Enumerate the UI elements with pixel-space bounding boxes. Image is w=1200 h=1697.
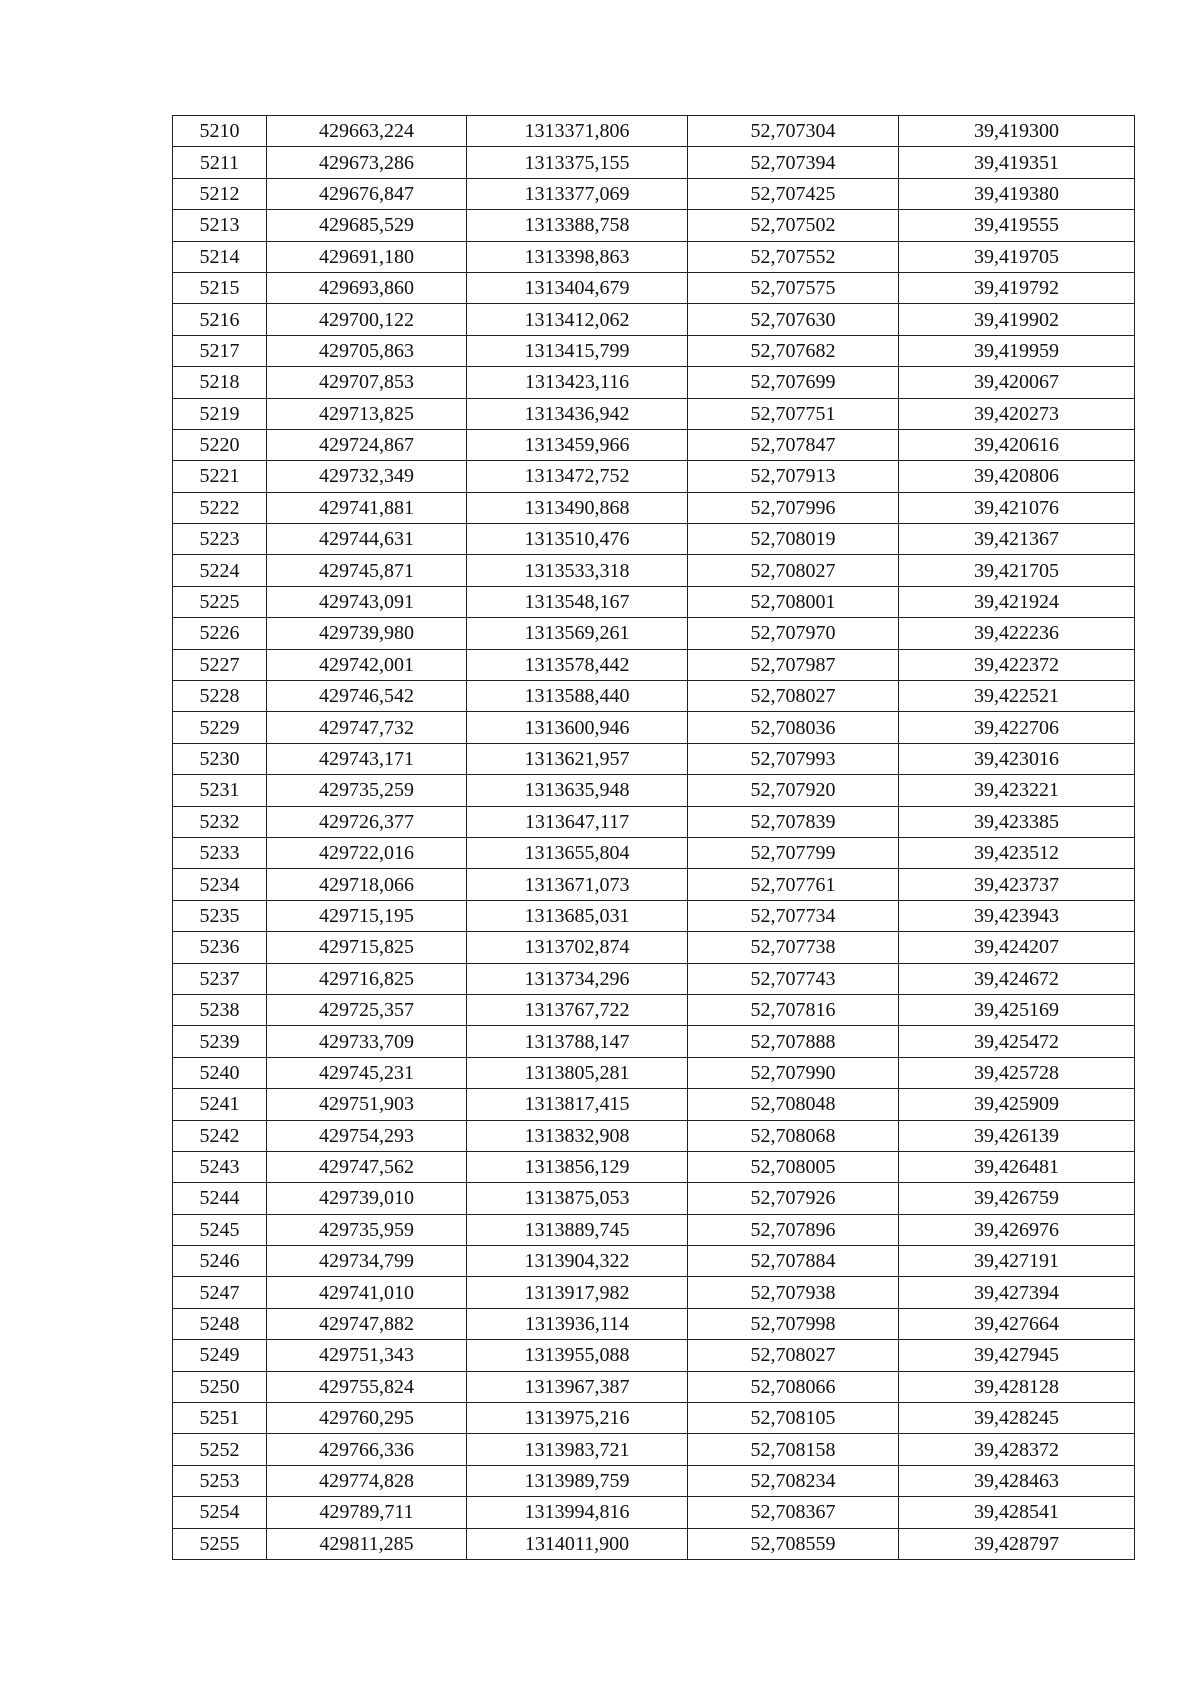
point-number-cell: 5238 [173, 994, 267, 1025]
point-number-cell: 5246 [173, 1246, 267, 1277]
x-coordinate-cell: 429744,631 [267, 524, 467, 555]
latitude-cell: 52,707993 [688, 743, 899, 774]
y-coordinate-cell: 1313904,322 [467, 1246, 688, 1277]
longitude-cell: 39,426139 [899, 1120, 1135, 1151]
coordinates-table [172, 115, 1135, 1560]
table-row [173, 147, 1135, 178]
x-coordinate-cell: 429743,091 [267, 586, 467, 617]
point-number-cell: 5225 [173, 586, 267, 617]
latitude-cell: 52,707751 [688, 398, 899, 429]
point-number-cell: 5241 [173, 1089, 267, 1120]
latitude-cell: 52,708027 [688, 555, 899, 586]
longitude-cell: 39,422706 [899, 712, 1135, 743]
latitude-cell: 52,707799 [688, 837, 899, 868]
point-number-cell: 5254 [173, 1497, 267, 1528]
x-coordinate-cell: 429741,881 [267, 492, 467, 523]
latitude-cell: 52,707998 [688, 1308, 899, 1339]
y-coordinate-cell: 1313936,114 [467, 1308, 688, 1339]
latitude-cell: 52,707888 [688, 1026, 899, 1057]
x-coordinate-cell: 429811,285 [267, 1528, 467, 1559]
x-coordinate-cell: 429725,357 [267, 994, 467, 1025]
x-coordinate-cell: 429741,010 [267, 1277, 467, 1308]
longitude-cell: 39,426759 [899, 1183, 1135, 1214]
point-number-cell: 5247 [173, 1277, 267, 1308]
y-coordinate-cell: 1313647,117 [467, 806, 688, 837]
latitude-cell: 52,707738 [688, 932, 899, 963]
x-coordinate-cell: 429742,001 [267, 649, 467, 680]
longitude-cell: 39,421924 [899, 586, 1135, 617]
latitude-cell: 52,708048 [688, 1089, 899, 1120]
latitude-cell: 52,707884 [688, 1246, 899, 1277]
latitude-cell: 52,707761 [688, 869, 899, 900]
point-number-cell: 5231 [173, 775, 267, 806]
x-coordinate-cell: 429685,529 [267, 210, 467, 241]
longitude-cell: 39,421076 [899, 492, 1135, 523]
longitude-cell: 39,421705 [899, 555, 1135, 586]
point-number-cell: 5219 [173, 398, 267, 429]
x-coordinate-cell: 429747,732 [267, 712, 467, 743]
longitude-cell: 39,428128 [899, 1371, 1135, 1402]
latitude-cell: 52,707913 [688, 461, 899, 492]
table-row [173, 586, 1135, 617]
latitude-cell: 52,708068 [688, 1120, 899, 1151]
point-number-cell: 5213 [173, 210, 267, 241]
latitude-cell: 52,707630 [688, 304, 899, 335]
x-coordinate-cell: 429739,010 [267, 1183, 467, 1214]
point-number-cell: 5252 [173, 1434, 267, 1465]
y-coordinate-cell: 1313983,721 [467, 1434, 688, 1465]
longitude-cell: 39,419792 [899, 272, 1135, 303]
longitude-cell: 39,425728 [899, 1057, 1135, 1088]
x-coordinate-cell: 429700,122 [267, 304, 467, 335]
table-row [173, 932, 1135, 963]
longitude-cell: 39,422372 [899, 649, 1135, 680]
point-number-cell: 5223 [173, 524, 267, 555]
table-row [173, 398, 1135, 429]
point-number-cell: 5243 [173, 1151, 267, 1182]
longitude-cell: 39,420273 [899, 398, 1135, 429]
latitude-cell: 52,708019 [688, 524, 899, 555]
table-row [173, 1340, 1135, 1371]
y-coordinate-cell: 1313490,868 [467, 492, 688, 523]
y-coordinate-cell: 1313510,476 [467, 524, 688, 555]
point-number-cell: 5215 [173, 272, 267, 303]
table-row [173, 775, 1135, 806]
latitude-cell: 52,708559 [688, 1528, 899, 1559]
y-coordinate-cell: 1313967,387 [467, 1371, 688, 1402]
point-number-cell: 5248 [173, 1308, 267, 1339]
y-coordinate-cell: 1313371,806 [467, 116, 688, 147]
x-coordinate-cell: 429754,293 [267, 1120, 467, 1151]
longitude-cell: 39,427664 [899, 1308, 1135, 1339]
table-row [173, 210, 1135, 241]
table-row [173, 1528, 1135, 1559]
longitude-cell: 39,423737 [899, 869, 1135, 900]
y-coordinate-cell: 1313734,296 [467, 963, 688, 994]
x-coordinate-cell: 429739,980 [267, 618, 467, 649]
point-number-cell: 5221 [173, 461, 267, 492]
longitude-cell: 39,420616 [899, 429, 1135, 460]
y-coordinate-cell: 1313671,073 [467, 869, 688, 900]
point-number-cell: 5216 [173, 304, 267, 335]
x-coordinate-cell: 429747,562 [267, 1151, 467, 1182]
point-number-cell: 5251 [173, 1403, 267, 1434]
table-row [173, 837, 1135, 868]
longitude-cell: 39,419300 [899, 116, 1135, 147]
x-coordinate-cell: 429722,016 [267, 837, 467, 868]
x-coordinate-cell: 429743,171 [267, 743, 467, 774]
x-coordinate-cell: 429755,824 [267, 1371, 467, 1402]
longitude-cell: 39,428797 [899, 1528, 1135, 1559]
table-row [173, 429, 1135, 460]
longitude-cell: 39,422236 [899, 618, 1135, 649]
x-coordinate-cell: 429693,860 [267, 272, 467, 303]
longitude-cell: 39,419351 [899, 147, 1135, 178]
latitude-cell: 52,707970 [688, 618, 899, 649]
latitude-cell: 52,707304 [688, 116, 899, 147]
longitude-cell: 39,419902 [899, 304, 1135, 335]
point-number-cell: 5220 [173, 429, 267, 460]
y-coordinate-cell: 1313994,816 [467, 1497, 688, 1528]
x-coordinate-cell: 429766,336 [267, 1434, 467, 1465]
point-number-cell: 5245 [173, 1214, 267, 1245]
y-coordinate-cell: 1313459,966 [467, 429, 688, 460]
x-coordinate-cell: 429716,825 [267, 963, 467, 994]
latitude-cell: 52,707996 [688, 492, 899, 523]
table-row [173, 649, 1135, 680]
table-row [173, 524, 1135, 555]
y-coordinate-cell: 1313975,216 [467, 1403, 688, 1434]
y-coordinate-cell: 1313472,752 [467, 461, 688, 492]
point-number-cell: 5255 [173, 1528, 267, 1559]
latitude-cell: 52,707839 [688, 806, 899, 837]
y-coordinate-cell: 1313375,155 [467, 147, 688, 178]
longitude-cell: 39,425909 [899, 1089, 1135, 1120]
latitude-cell: 52,707575 [688, 272, 899, 303]
table-row [173, 869, 1135, 900]
table-row [173, 618, 1135, 649]
longitude-cell: 39,424672 [899, 963, 1135, 994]
latitude-cell: 52,708066 [688, 1371, 899, 1402]
table-row [173, 1246, 1135, 1277]
table-row [173, 272, 1135, 303]
latitude-cell: 52,708027 [688, 1340, 899, 1371]
x-coordinate-cell: 429705,863 [267, 335, 467, 366]
latitude-cell: 52,708005 [688, 1151, 899, 1182]
x-coordinate-cell: 429713,825 [267, 398, 467, 429]
y-coordinate-cell: 1313377,069 [467, 178, 688, 209]
table-row [173, 994, 1135, 1025]
table-row [173, 1403, 1135, 1434]
point-number-cell: 5250 [173, 1371, 267, 1402]
latitude-cell: 52,707896 [688, 1214, 899, 1245]
x-coordinate-cell: 429735,259 [267, 775, 467, 806]
longitude-cell: 39,425169 [899, 994, 1135, 1025]
latitude-cell: 52,707920 [688, 775, 899, 806]
point-number-cell: 5229 [173, 712, 267, 743]
latitude-cell: 52,708027 [688, 681, 899, 712]
y-coordinate-cell: 1313548,167 [467, 586, 688, 617]
table-row [173, 1089, 1135, 1120]
x-coordinate-cell: 429726,377 [267, 806, 467, 837]
x-coordinate-cell: 429751,903 [267, 1089, 467, 1120]
y-coordinate-cell: 1313600,946 [467, 712, 688, 743]
table-row [173, 304, 1135, 335]
latitude-cell: 52,707743 [688, 963, 899, 994]
x-coordinate-cell: 429663,224 [267, 116, 467, 147]
latitude-cell: 52,707847 [688, 429, 899, 460]
table-row [173, 681, 1135, 712]
table-row [173, 1183, 1135, 1214]
x-coordinate-cell: 429745,231 [267, 1057, 467, 1088]
latitude-cell: 52,707938 [688, 1277, 899, 1308]
longitude-cell: 39,423221 [899, 775, 1135, 806]
y-coordinate-cell: 1313398,863 [467, 241, 688, 272]
point-number-cell: 5222 [173, 492, 267, 523]
table-row [173, 712, 1135, 743]
x-coordinate-cell: 429735,959 [267, 1214, 467, 1245]
latitude-cell: 52,708367 [688, 1497, 899, 1528]
latitude-cell: 52,707816 [688, 994, 899, 1025]
table-row [173, 1120, 1135, 1151]
table-row [173, 116, 1135, 147]
y-coordinate-cell: 1313635,948 [467, 775, 688, 806]
x-coordinate-cell: 429734,799 [267, 1246, 467, 1277]
longitude-cell: 39,427394 [899, 1277, 1135, 1308]
longitude-cell: 39,419959 [899, 335, 1135, 366]
latitude-cell: 52,707552 [688, 241, 899, 272]
y-coordinate-cell: 1313805,281 [467, 1057, 688, 1088]
longitude-cell: 39,425472 [899, 1026, 1135, 1057]
table-row [173, 555, 1135, 586]
latitude-cell: 52,708001 [688, 586, 899, 617]
table-row [173, 1277, 1135, 1308]
latitude-cell: 52,707734 [688, 900, 899, 931]
point-number-cell: 5226 [173, 618, 267, 649]
y-coordinate-cell: 1313832,908 [467, 1120, 688, 1151]
coordinates-table-body [173, 116, 1135, 1560]
table-row [173, 492, 1135, 523]
latitude-cell: 52,707926 [688, 1183, 899, 1214]
point-number-cell: 5214 [173, 241, 267, 272]
table-row [173, 963, 1135, 994]
longitude-cell: 39,423016 [899, 743, 1135, 774]
y-coordinate-cell: 1313702,874 [467, 932, 688, 963]
point-number-cell: 5227 [173, 649, 267, 680]
y-coordinate-cell: 1313412,062 [467, 304, 688, 335]
point-number-cell: 5224 [173, 555, 267, 586]
y-coordinate-cell: 1313578,442 [467, 649, 688, 680]
latitude-cell: 52,708036 [688, 712, 899, 743]
y-coordinate-cell: 1313917,982 [467, 1277, 688, 1308]
latitude-cell: 52,707425 [688, 178, 899, 209]
x-coordinate-cell: 429789,711 [267, 1497, 467, 1528]
longitude-cell: 39,428541 [899, 1497, 1135, 1528]
point-number-cell: 5244 [173, 1183, 267, 1214]
latitude-cell: 52,707682 [688, 335, 899, 366]
longitude-cell: 39,424207 [899, 932, 1135, 963]
x-coordinate-cell: 429746,542 [267, 681, 467, 712]
latitude-cell: 52,707987 [688, 649, 899, 680]
x-coordinate-cell: 429673,286 [267, 147, 467, 178]
point-number-cell: 5232 [173, 806, 267, 837]
x-coordinate-cell: 429732,349 [267, 461, 467, 492]
x-coordinate-cell: 429715,825 [267, 932, 467, 963]
table-row [173, 1434, 1135, 1465]
table-row [173, 241, 1135, 272]
longitude-cell: 39,420067 [899, 367, 1135, 398]
table-row [173, 743, 1135, 774]
y-coordinate-cell: 1313989,759 [467, 1465, 688, 1496]
y-coordinate-cell: 1313655,804 [467, 837, 688, 868]
point-number-cell: 5218 [173, 367, 267, 398]
point-number-cell: 5236 [173, 932, 267, 963]
y-coordinate-cell: 1313955,088 [467, 1340, 688, 1371]
x-coordinate-cell: 429747,882 [267, 1308, 467, 1339]
table-row [173, 335, 1135, 366]
longitude-cell: 39,419380 [899, 178, 1135, 209]
longitude-cell: 39,419555 [899, 210, 1135, 241]
x-coordinate-cell: 429718,066 [267, 869, 467, 900]
table-row [173, 178, 1135, 209]
table-row [173, 900, 1135, 931]
x-coordinate-cell: 429760,295 [267, 1403, 467, 1434]
y-coordinate-cell: 1313856,129 [467, 1151, 688, 1182]
x-coordinate-cell: 429745,871 [267, 555, 467, 586]
longitude-cell: 39,426976 [899, 1214, 1135, 1245]
point-number-cell: 5239 [173, 1026, 267, 1057]
table-row [173, 1026, 1135, 1057]
x-coordinate-cell: 429707,853 [267, 367, 467, 398]
longitude-cell: 39,427191 [899, 1246, 1135, 1277]
longitude-cell: 39,420806 [899, 461, 1135, 492]
longitude-cell: 39,423385 [899, 806, 1135, 837]
y-coordinate-cell: 1313436,942 [467, 398, 688, 429]
latitude-cell: 52,708234 [688, 1465, 899, 1496]
longitude-cell: 39,422521 [899, 681, 1135, 712]
y-coordinate-cell: 1313588,440 [467, 681, 688, 712]
point-number-cell: 5235 [173, 900, 267, 931]
y-coordinate-cell: 1313788,147 [467, 1026, 688, 1057]
longitude-cell: 39,428245 [899, 1403, 1135, 1434]
point-number-cell: 5211 [173, 147, 267, 178]
y-coordinate-cell: 1313404,679 [467, 272, 688, 303]
latitude-cell: 52,707502 [688, 210, 899, 241]
latitude-cell: 52,708158 [688, 1434, 899, 1465]
latitude-cell: 52,707990 [688, 1057, 899, 1088]
point-number-cell: 5249 [173, 1340, 267, 1371]
table-row [173, 1308, 1135, 1339]
y-coordinate-cell: 1313621,957 [467, 743, 688, 774]
point-number-cell: 5234 [173, 869, 267, 900]
latitude-cell: 52,707394 [688, 147, 899, 178]
table-row [173, 1214, 1135, 1245]
latitude-cell: 52,708105 [688, 1403, 899, 1434]
y-coordinate-cell: 1314011,900 [467, 1528, 688, 1559]
table-row [173, 1371, 1135, 1402]
latitude-cell: 52,707699 [688, 367, 899, 398]
y-coordinate-cell: 1313415,799 [467, 335, 688, 366]
table-row [173, 461, 1135, 492]
point-number-cell: 5228 [173, 681, 267, 712]
longitude-cell: 39,428372 [899, 1434, 1135, 1465]
x-coordinate-cell: 429715,195 [267, 900, 467, 931]
longitude-cell: 39,426481 [899, 1151, 1135, 1182]
y-coordinate-cell: 1313817,415 [467, 1089, 688, 1120]
table-row [173, 1465, 1135, 1496]
y-coordinate-cell: 1313569,261 [467, 618, 688, 649]
table-row [173, 367, 1135, 398]
y-coordinate-cell: 1313875,053 [467, 1183, 688, 1214]
point-number-cell: 5240 [173, 1057, 267, 1088]
table-row [173, 1151, 1135, 1182]
point-number-cell: 5233 [173, 837, 267, 868]
x-coordinate-cell: 429751,343 [267, 1340, 467, 1371]
x-coordinate-cell: 429724,867 [267, 429, 467, 460]
point-number-cell: 5253 [173, 1465, 267, 1496]
x-coordinate-cell: 429774,828 [267, 1465, 467, 1496]
longitude-cell: 39,421367 [899, 524, 1135, 555]
longitude-cell: 39,423512 [899, 837, 1135, 868]
point-number-cell: 5242 [173, 1120, 267, 1151]
x-coordinate-cell: 429676,847 [267, 178, 467, 209]
y-coordinate-cell: 1313388,758 [467, 210, 688, 241]
table-row [173, 1497, 1135, 1528]
point-number-cell: 5217 [173, 335, 267, 366]
y-coordinate-cell: 1313767,722 [467, 994, 688, 1025]
y-coordinate-cell: 1313533,318 [467, 555, 688, 586]
table-row [173, 806, 1135, 837]
x-coordinate-cell: 429691,180 [267, 241, 467, 272]
y-coordinate-cell: 1313889,745 [467, 1214, 688, 1245]
point-number-cell: 5212 [173, 178, 267, 209]
longitude-cell: 39,423943 [899, 900, 1135, 931]
longitude-cell: 39,427945 [899, 1340, 1135, 1371]
point-number-cell: 5210 [173, 116, 267, 147]
table-row [173, 1057, 1135, 1088]
y-coordinate-cell: 1313423,116 [467, 367, 688, 398]
point-number-cell: 5237 [173, 963, 267, 994]
y-coordinate-cell: 1313685,031 [467, 900, 688, 931]
point-number-cell: 5230 [173, 743, 267, 774]
x-coordinate-cell: 429733,709 [267, 1026, 467, 1057]
longitude-cell: 39,419705 [899, 241, 1135, 272]
longitude-cell: 39,428463 [899, 1465, 1135, 1496]
